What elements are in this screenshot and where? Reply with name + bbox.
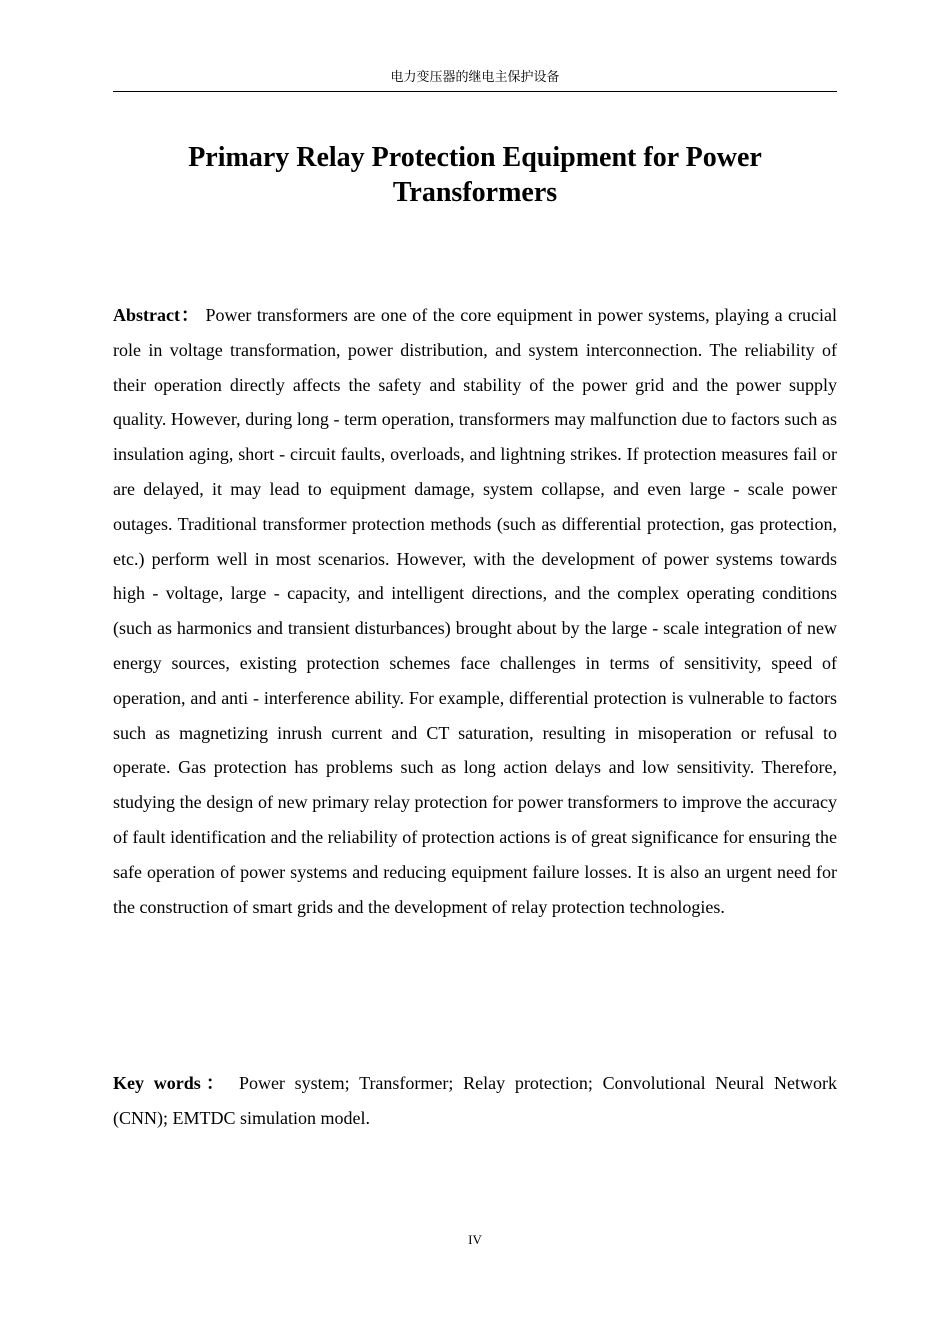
keywords-label: Key words： — [113, 1073, 230, 1093]
keywords-text: Power system; Transformer; Relay protection; Convolutional Neural Network (CNN); EMTDC simulation model. — [113, 1073, 837, 1128]
abstract-text: Power transformers are one of the core equipment in power systems, playing a crucial role in voltage transformation, power distribution, and system interconnection. The reliability of their operation directly affects the safety and stability of the power grid and the power supply quality. However, during long - term operation, transformers may malfunction due to factors such as insulation aging, short - circuit faults, overloads, and lightning strikes. If protection measures fail or are delayed, it may lead to equipment damage, system collapse, and even large - scale power outages. Traditional transformer protection methods (such as differential protection, gas protection, etc.) perform well in most scenarios. However, with the development of power systems towards high - voltage, large - capacity, and intelligent directions, and the complex operating conditions (such as harmonics and transient disturbances) brought about by the large - scale integration of new energy sources, existing protection schemes face challenges in terms of sensitivity, speed of operation, and anti - interference ability. For example, differential protection is vulnerable to factors such as magnetizing inrush current and CT saturation, resulting in misoperation or refusal to operate. Gas protection has problems such as long action delays and low sensitivity. Therefore, studying the design of new primary relay protection for power transformers to improve the accuracy of fault identification and the reliability of protection actions is of great significance for ensuring the safe operation of power systems and reducing equipment failure losses. It is also an urgent need for the construction of smart grids and the development of relay protection technologies. — [113, 305, 838, 917]
document-title — [113, 140, 837, 210]
page-number: IV — [468, 1232, 482, 1247]
abstract-paragraph — [113, 298, 837, 924]
header-rule — [113, 91, 837, 92]
running-header: 电力变压器的继电主保护设备 — [390, 70, 560, 85]
abstract-label: Abstract： — [113, 305, 200, 325]
title-line-1: Primary Relay Protection Equipment for Power — [188, 142, 762, 173]
title-line-2: Transformers — [392, 177, 558, 208]
keywords-paragraph — [113, 1066, 837, 1136]
